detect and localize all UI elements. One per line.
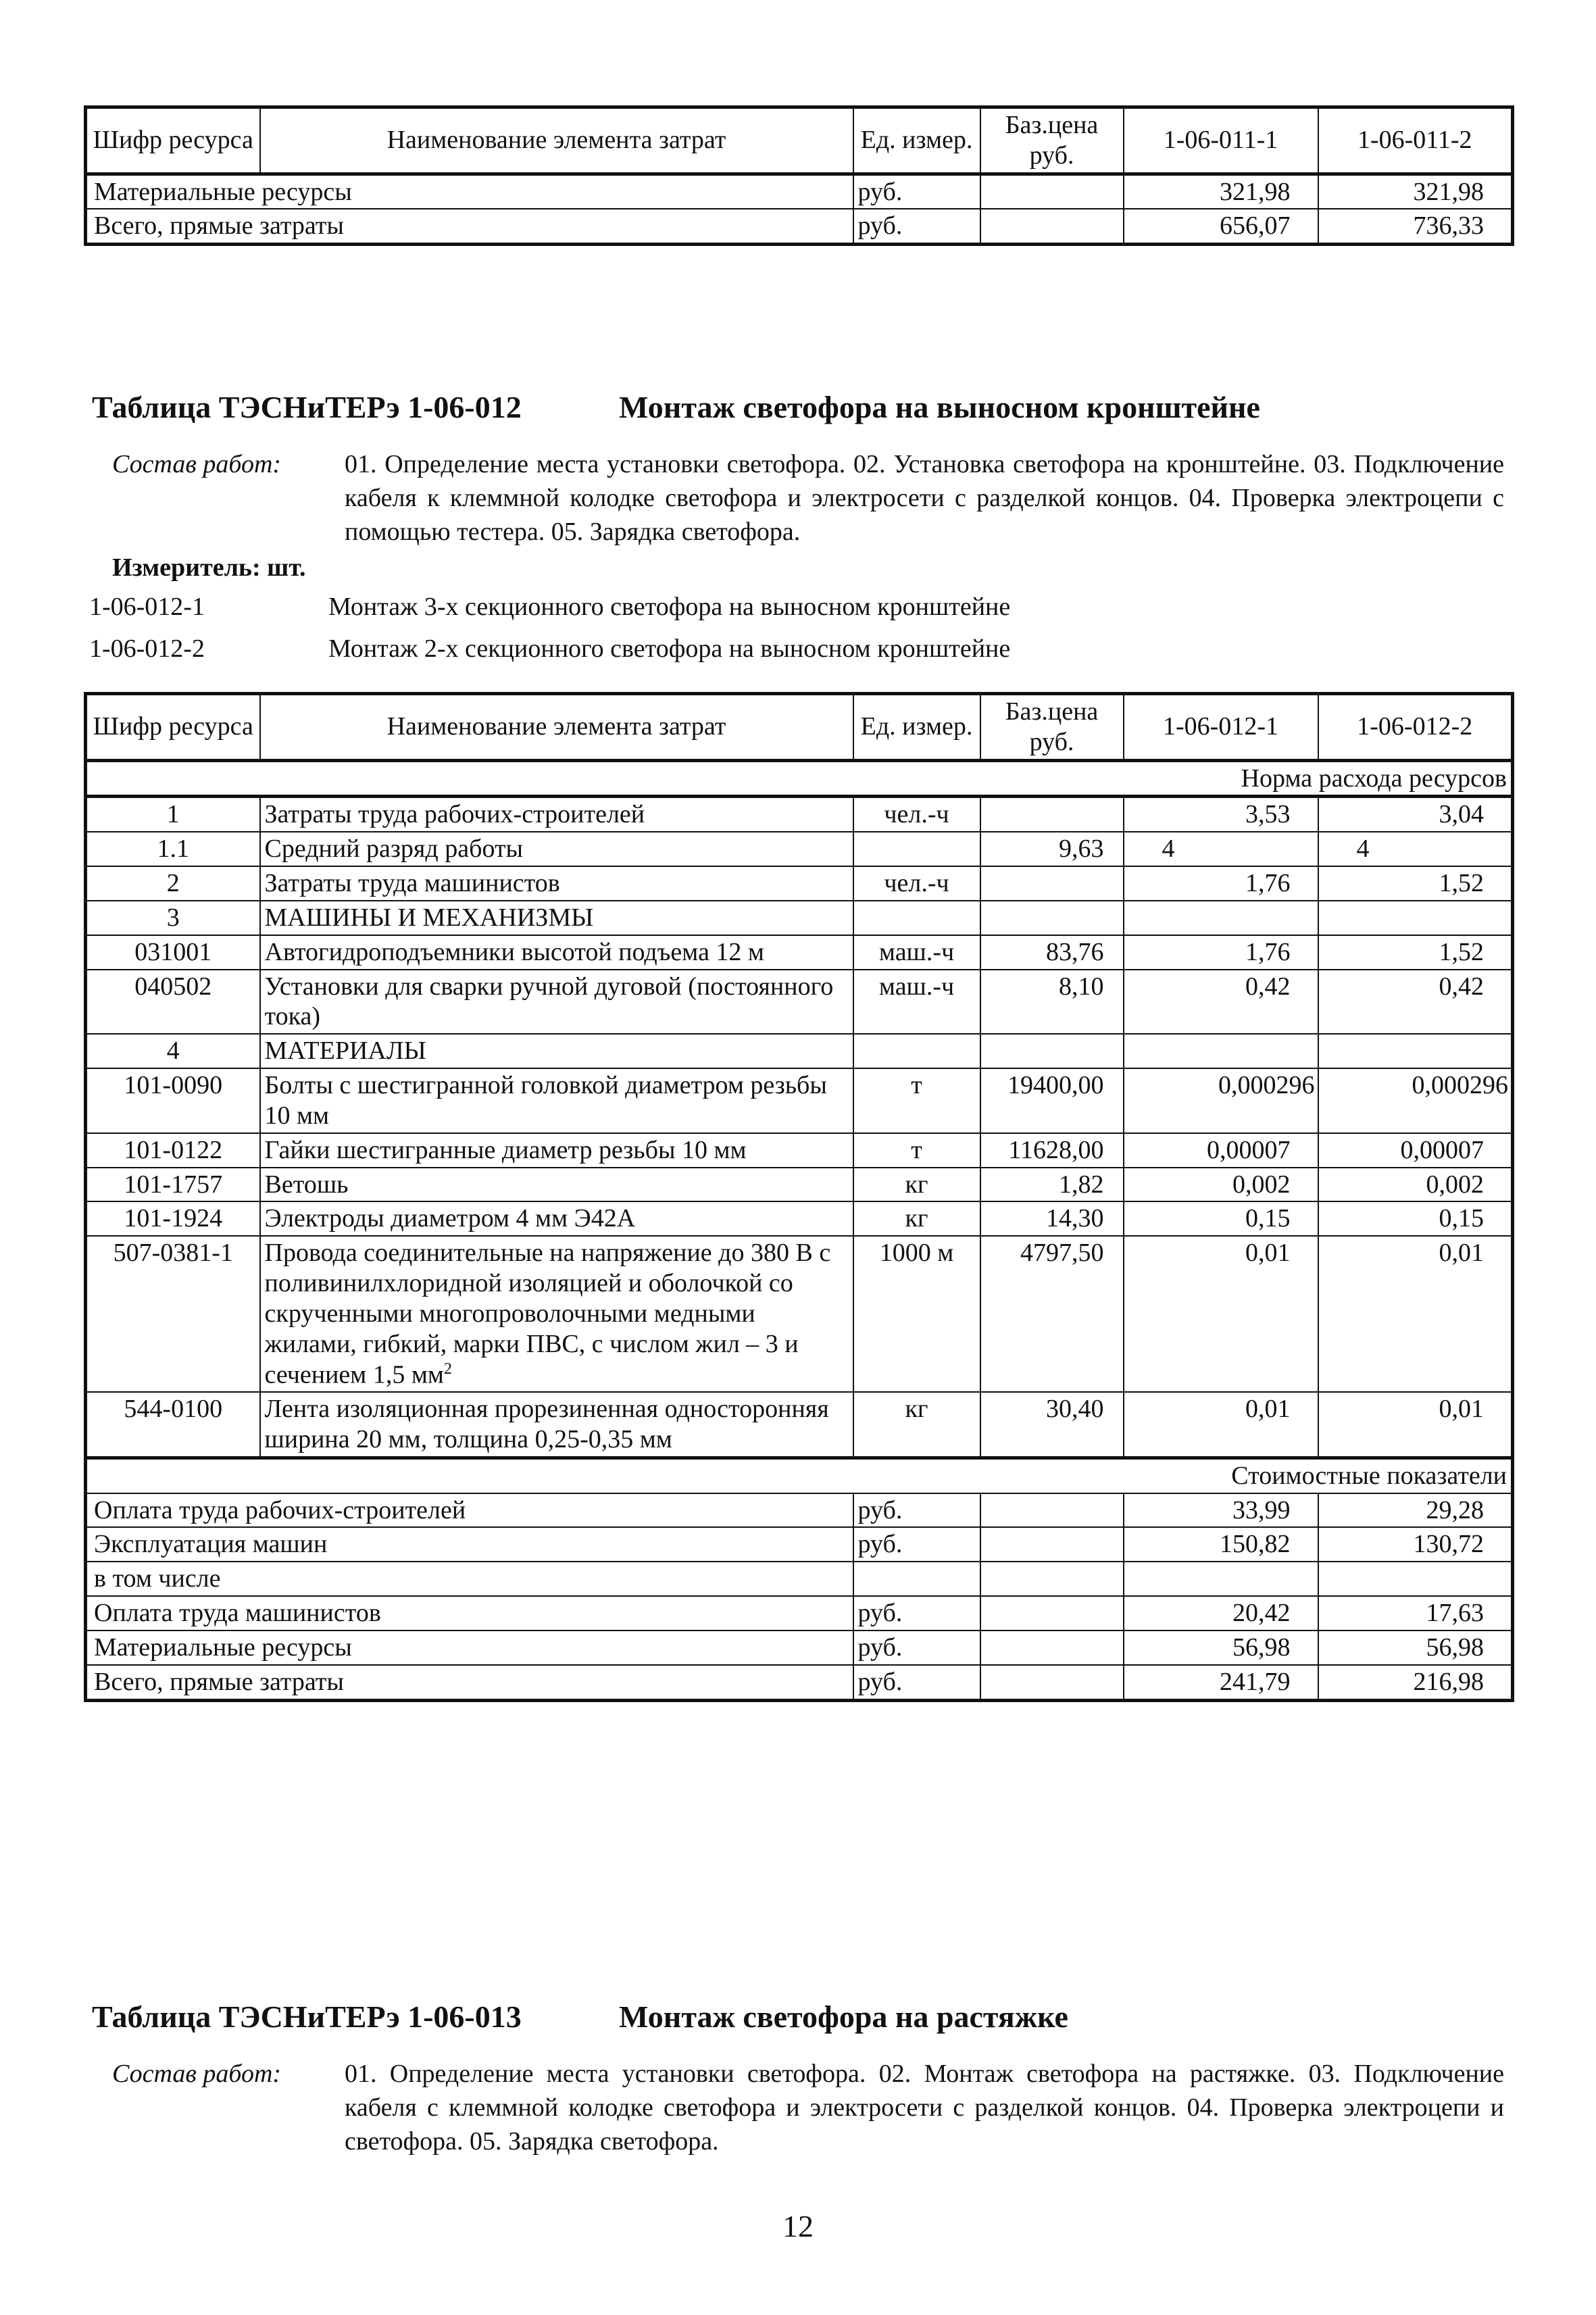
row-name	[260, 866, 853, 901]
row-value-1: 56,98	[1124, 1631, 1318, 1665]
table-name: Монтаж светофора на растяжке	[619, 1999, 1068, 2034]
row-name: Всего, прямые затраты	[86, 1665, 853, 1700]
row-price: 4797,50	[980, 1236, 1124, 1392]
header-variant-1: 1-06-011-1	[1124, 107, 1318, 174]
row-value-2	[1318, 1562, 1513, 1596]
row-name-text: Автогидроподъемники высотой подъема 12 м	[264, 937, 764, 966]
row-value-2: 1,52	[1318, 866, 1513, 901]
row-value-2: 130,72	[1318, 1527, 1513, 1562]
table-row	[86, 1236, 1513, 1392]
row-name-superscript: 2	[443, 1360, 452, 1378]
row-value-1: 0,01	[1124, 1392, 1318, 1458]
row-price: 8,10	[980, 970, 1124, 1035]
row-name: Оплата труда рабочих-строителей	[86, 1493, 853, 1528]
variant-code: 1-06-012-1	[89, 593, 205, 621]
row-unit	[853, 901, 980, 935]
header-variant-1: 1-06-012-1	[1124, 694, 1318, 761]
row-name: в том числе	[86, 1562, 853, 1596]
row-value-1: 20,42	[1124, 1596, 1318, 1631]
row-name-text: Лента изоляционная прорезиненная односторонняя ширина 20 мм, толщина 0,25-0,35 мм	[264, 1395, 829, 1453]
row-value-2: 736,33	[1318, 209, 1513, 244]
row-price	[980, 1562, 1124, 1596]
row-unit: маш.-ч	[853, 935, 980, 970]
row-name-text: Провода соединительные на напряжение до 380 В с поливинилхлоридной изоляцией и оболочкой со скрученными многопроволочными медными жилами, гибкий, марки ПВС, с числом жил – 3 и сечением 1,5 мм	[264, 1239, 831, 1389]
row-unit: 1000 м	[853, 1236, 980, 1392]
composition-text: 01. Определение места установки светофора. 02. Монтаж светофора на растяжке. 03. Подключение кабеля с клеммной колодке светофора и электросети с разделкой концов. 04. Проверка электроцепи и светофора. 05. Зарядка светофора.	[345, 2060, 1504, 2156]
table-row	[86, 1562, 1513, 1596]
row-name	[260, 1034, 853, 1068]
row-name-text: МАТЕРИАЛЫ	[264, 1037, 426, 1066]
row-code: 1.1	[86, 832, 260, 866]
row-value-2: 0,01	[1318, 1392, 1513, 1458]
resource-norm-table	[84, 692, 1514, 1702]
row-value-2	[1318, 901, 1513, 935]
row-code: 507-0381-1	[86, 1236, 260, 1392]
table-code: Таблица ТЭСНиТЕРэ 1-06-012	[92, 390, 522, 424]
row-unit: руб.	[853, 1493, 980, 1528]
row-value-1: 0,15	[1124, 1201, 1318, 1236]
row-unit: чел.-ч	[853, 866, 980, 901]
table-row	[86, 901, 1513, 935]
row-name	[260, 1168, 853, 1202]
row-unit: маш.-ч	[853, 970, 980, 1035]
row-name	[260, 832, 853, 866]
row-name: Всего, прямые затраты	[86, 209, 853, 244]
table-row	[86, 209, 1513, 244]
header-price: Баз.цена руб.	[980, 694, 1124, 761]
header-variant-2: 1-06-012-2	[1318, 694, 1513, 761]
table-row	[86, 1168, 1513, 1202]
row-code: 3	[86, 901, 260, 935]
table-row	[86, 797, 1513, 832]
row-name-text: Ветошь	[264, 1170, 349, 1199]
row-value-2: 1,52	[1318, 935, 1513, 970]
row-unit: т	[853, 1133, 980, 1168]
row-value-2: 216,98	[1318, 1665, 1513, 1700]
table-row	[86, 1665, 1513, 1700]
row-price: 19400,00	[980, 1068, 1124, 1133]
row-price	[980, 1493, 1124, 1528]
row-value-1: 321,98	[1124, 174, 1318, 209]
row-price	[980, 1596, 1124, 1631]
row-value-1: 33,99	[1124, 1493, 1318, 1528]
norm-label-row	[86, 760, 1513, 797]
row-name-text: МАШИНЫ И МЕХАНИЗМЫ	[264, 903, 594, 932]
row-value-2: 0,42	[1318, 970, 1513, 1035]
row-value-1: 0,01	[1124, 1236, 1318, 1392]
row-value-2: 0,00007	[1318, 1133, 1513, 1168]
header-price: Баз.цена руб.	[980, 107, 1124, 174]
row-value-2: 4	[1318, 832, 1513, 866]
variant-text: Монтаж 2-х секционного светофора на выносном кронштейне	[328, 634, 1011, 663]
row-unit: руб.	[853, 174, 980, 209]
row-code: 101-1757	[86, 1168, 260, 1202]
row-price	[980, 797, 1124, 832]
row-code: 101-0122	[86, 1133, 260, 1168]
row-name-text: Электроды диаметром 4 мм Э42А	[264, 1204, 636, 1233]
row-unit: кг	[853, 1168, 980, 1202]
row-code: 031001	[86, 935, 260, 970]
table-header-row	[86, 107, 1513, 174]
row-name	[260, 935, 853, 970]
row-value-1: 1,76	[1124, 866, 1318, 901]
table-row	[86, 970, 1513, 1035]
row-unit	[853, 832, 980, 866]
row-price: 83,76	[980, 935, 1124, 970]
table-row	[86, 866, 1513, 901]
table-name: Монтаж светофора на выносном кронштейне	[619, 390, 1260, 424]
row-unit: т	[853, 1068, 980, 1133]
row-value-1: 150,82	[1124, 1527, 1318, 1562]
row-name	[260, 1392, 853, 1458]
row-name: Материальные ресурсы	[86, 1631, 853, 1665]
table-row	[86, 832, 1513, 866]
section-title	[92, 1999, 1068, 2035]
work-composition	[112, 2057, 1518, 2165]
row-price	[980, 1034, 1124, 1068]
row-code: 544-0100	[86, 1392, 260, 1458]
row-value-1: 0,000296	[1124, 1068, 1318, 1133]
table-row	[86, 1034, 1513, 1068]
composition-label: Состав работ:	[112, 2060, 282, 2088]
row-name: Оплата труда машинистов	[86, 1596, 853, 1631]
row-name	[260, 1068, 853, 1133]
row-price: 1,82	[980, 1168, 1124, 1202]
row-price	[980, 1527, 1124, 1562]
table-code: Таблица ТЭСНиТЕРэ 1-06-013	[92, 1999, 522, 2034]
row-code: 1	[86, 797, 260, 832]
row-name	[260, 1133, 853, 1168]
cost-label-row	[86, 1458, 1513, 1493]
row-value-2: 0,000296	[1318, 1068, 1513, 1133]
row-code: 040502	[86, 970, 260, 1035]
composition-label: Состав работ:	[112, 450, 282, 478]
row-price: 14,30	[980, 1201, 1124, 1236]
row-code: 101-0090	[86, 1068, 260, 1133]
table-row	[86, 1493, 1513, 1528]
header-name: Наименование элемента затрат	[260, 694, 853, 761]
table-row	[86, 1631, 1513, 1665]
row-unit: руб.	[853, 1596, 980, 1631]
table-row	[86, 1596, 1513, 1631]
row-unit	[853, 1034, 980, 1068]
row-value-1: 656,07	[1124, 209, 1318, 244]
row-name	[260, 901, 853, 935]
row-value-1: 1,76	[1124, 935, 1318, 970]
row-price	[980, 174, 1124, 209]
row-value-2	[1318, 1034, 1513, 1068]
variant-line	[89, 592, 1010, 622]
row-value-2: 0,002	[1318, 1168, 1513, 1202]
row-value-1	[1124, 1034, 1318, 1068]
header-unit: Ед. измер.	[853, 107, 980, 174]
header-code: Шифр ресурса	[86, 694, 260, 761]
row-name	[260, 970, 853, 1035]
norm-label: Норма расхода ресурсов	[86, 760, 1513, 797]
table-row	[86, 1133, 1513, 1168]
row-name	[260, 1236, 853, 1392]
variant-code: 1-06-012-2	[89, 634, 205, 663]
measure-unit: Измеритель: шт.	[112, 553, 306, 582]
section-title	[92, 389, 1260, 425]
row-name: Эксплуатация машин	[86, 1527, 853, 1562]
table-row	[86, 1392, 1513, 1458]
row-value-2: 0,01	[1318, 1236, 1513, 1392]
row-unit: руб.	[853, 1631, 980, 1665]
row-name	[260, 1201, 853, 1236]
table-row	[86, 935, 1513, 970]
row-price: 30,40	[980, 1392, 1124, 1458]
header-code: Шифр ресурса	[86, 107, 260, 174]
header-unit: Ед. измер.	[853, 694, 980, 761]
row-name-text: Средний разряд работы	[264, 835, 524, 864]
row-value-2: 0,15	[1318, 1201, 1513, 1236]
row-price	[980, 866, 1124, 901]
row-unit: руб.	[853, 1665, 980, 1700]
row-value-1	[1124, 1562, 1318, 1596]
row-name-text: Установки для сварки ручной дуговой (постоянного тока)	[264, 972, 834, 1031]
row-name-text: Болты с шестигранной головкой диаметром резьбы 10 мм	[264, 1071, 827, 1130]
row-name-text: Затраты труда рабочих-строителей	[264, 800, 645, 829]
row-price	[980, 1665, 1124, 1700]
row-value-1: 3,53	[1124, 797, 1318, 832]
cost-label: Стоимостные показатели	[86, 1458, 1513, 1493]
row-value-2: 321,98	[1318, 174, 1513, 209]
row-price: 11628,00	[980, 1133, 1124, 1168]
table-row	[86, 1201, 1513, 1236]
row-price	[980, 1631, 1124, 1665]
table-header-row	[86, 694, 1513, 761]
header-name: Наименование элемента затрат	[260, 107, 853, 174]
row-unit	[853, 1562, 980, 1596]
top-cost-table	[84, 105, 1514, 246]
row-value-2: 56,98	[1318, 1631, 1513, 1665]
row-value-1: 0,42	[1124, 970, 1318, 1035]
row-value-1: 241,79	[1124, 1665, 1318, 1700]
table-row	[86, 174, 1513, 209]
composition-text: 01. Определение места установки светофора. 02. Установка светофора на кронштейне. 03. Подключение кабеля к клеммной колодке светофора и электросети с разделкой концов. 04. Проверка электроцепи с помощью тестера. 05. Зарядка светофора.	[345, 450, 1504, 547]
row-price	[980, 209, 1124, 244]
header-variant-2: 1-06-011-2	[1318, 107, 1513, 174]
table-row	[86, 1068, 1513, 1133]
variant-text: Монтаж 3-х секционного светофора на выносном кронштейне	[328, 593, 1011, 621]
row-unit: кг	[853, 1201, 980, 1236]
row-value-1: 0,002	[1124, 1168, 1318, 1202]
row-name-text: Гайки шестигранные диаметр резьбы 10 мм	[264, 1135, 747, 1164]
row-code: 101-1924	[86, 1201, 260, 1236]
page-number: 12	[782, 2209, 814, 2243]
row-value-2: 29,28	[1318, 1493, 1513, 1528]
table-row	[86, 1527, 1513, 1562]
row-value-1	[1124, 901, 1318, 935]
row-value-1: 4	[1124, 832, 1318, 866]
row-price: 9,63	[980, 832, 1124, 866]
row-unit: руб.	[853, 209, 980, 244]
row-unit: руб.	[853, 1527, 980, 1562]
row-value-2: 17,63	[1318, 1596, 1513, 1631]
row-value-1: 0,00007	[1124, 1133, 1318, 1168]
row-name	[260, 797, 853, 832]
row-name: Материальные ресурсы	[86, 174, 853, 209]
row-unit: кг	[853, 1392, 980, 1458]
row-code: 4	[86, 1034, 260, 1068]
row-name-text: Затраты труда машинистов	[264, 869, 560, 898]
variant-line	[89, 634, 1010, 664]
work-composition	[112, 447, 1518, 555]
row-price	[980, 901, 1124, 935]
row-unit: чел.-ч	[853, 797, 980, 832]
row-code: 2	[86, 866, 260, 901]
row-value-2: 3,04	[1318, 797, 1513, 832]
